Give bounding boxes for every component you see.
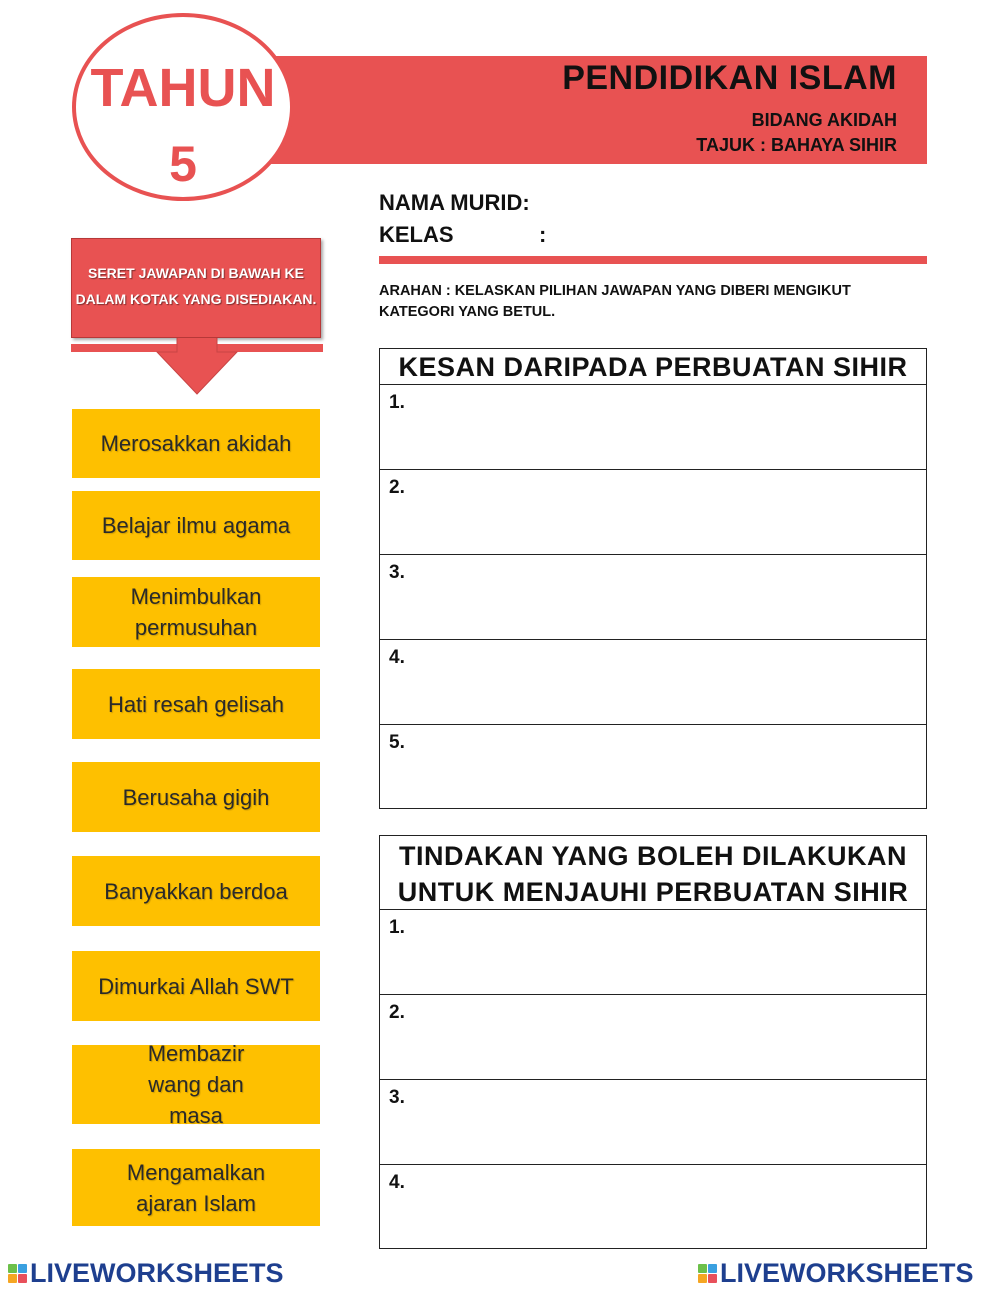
answer-chip[interactable]: Mengamalkan ajaran Islam [72,1149,320,1226]
year-number: 5 [169,136,197,192]
subject-title: PENDIDIKAN ISLAM [562,59,897,97]
effects-table [379,348,927,809]
actions-table-title [380,836,926,910]
field-subtitle: BIDANG AKIDAH [751,110,897,130]
row-number: 1. [389,392,405,413]
topic-subtitle: TAJUK : BAHAYA SIHIR [696,135,897,155]
drop-zone[interactable] [380,725,926,810]
answer-chip[interactable]: Merosakkan akidah [72,409,320,478]
effects-table-title: KESAN DARIPADA PERBUATAN SIHIR [380,349,926,385]
title-banner [260,56,927,164]
brand-name: LIVEWORKSHEETS [720,1257,974,1288]
row-number: 2. [389,477,405,498]
answer-chip[interactable]: Banyakkan berdoa [72,856,320,926]
answer-chip[interactable]: Belajar ilmu agama [72,491,320,560]
answer-chip[interactable]: Menimbulkan permusuhan [72,577,320,647]
liveworksheets-icon [8,1264,27,1283]
actions-table [379,835,927,1249]
drop-zone[interactable] [380,910,926,995]
drop-zone[interactable] [380,555,926,640]
answer-chip[interactable]: Berusaha gigih [72,762,320,832]
answer-chip[interactable]: Dimurkai Allah SWT [72,951,320,1021]
answer-chip[interactable]: Hati resah gelisah [72,669,320,739]
drop-zone[interactable] [380,470,926,555]
actions-title-line1: TINDAKAN YANG BOLEH DILAKUKAN [398,841,907,871]
row-number: 3. [389,562,405,583]
brand-name: LIVEWORKSHEETS [30,1257,284,1288]
student-class-colon: : [539,222,547,247]
drop-zone[interactable] [380,385,926,470]
row-number: 5. [389,732,405,753]
drop-zone[interactable] [380,995,926,1080]
down-arrow-icon [71,338,323,396]
row-number: 4. [389,647,405,668]
row-number: 3. [389,1087,405,1108]
row-number: 4. [389,1172,405,1193]
drag-instruction-box: SERET JAWAPAN DI BAWAH KE DALAM KOTAK YANG DISEDIAKAN. [71,238,321,338]
student-class-row [379,222,547,248]
drop-zone[interactable] [380,1080,926,1165]
liveworksheets-icon [698,1264,717,1283]
drop-zone[interactable] [380,640,926,725]
actions-title-line2: UNTUK MENJAUHI PERBUATAN SIHIR [397,877,909,907]
year-word: TAHUN [90,58,276,118]
student-name-label: NAMA MURID: [379,190,530,215]
header-divider [379,256,927,264]
student-class-label: KELAS [379,222,454,247]
answer-chip[interactable]: Membazir wang dan masa [72,1045,320,1124]
row-number: 1. [389,917,405,938]
year-badge [72,13,294,201]
instructions-text: ARAHAN : KELASKAN PILIHAN JAWAPAN YANG DIBERI MENGIKUT KATEGORI YANG BETUL. [379,283,851,320]
drop-zone[interactable] [380,1165,926,1250]
footer-logo-right[interactable] [698,1258,974,1288]
footer-logo-left[interactable] [8,1258,284,1288]
row-number: 2. [389,1002,405,1023]
